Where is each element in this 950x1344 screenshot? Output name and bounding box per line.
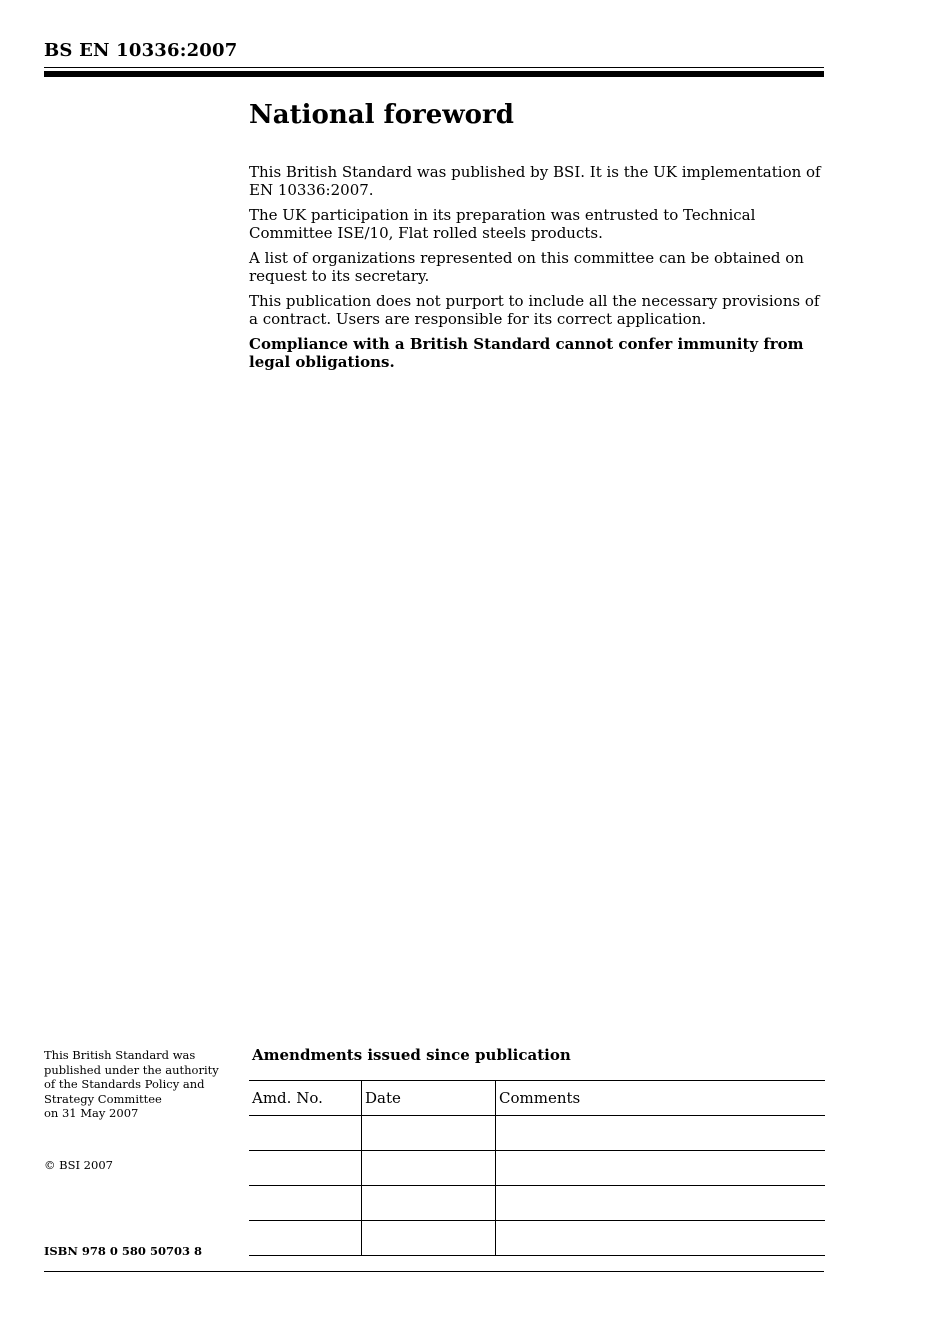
table-cell [362,1116,496,1151]
table-cell [496,1151,826,1186]
paragraph-organizations: A list of organizations represented on this committee can be obtained on request to its secretary. [249,249,804,285]
amendments-table [249,1080,825,1256]
table-cell [362,1186,496,1221]
isbn-number: ISBN 978 0 580 50703 8 [44,1244,202,1258]
column-header-comments: Comments [496,1081,826,1116]
table-cell [249,1151,362,1186]
document-code: BS EN 10336:2007 [44,40,238,61]
publication-authority-note [44,1048,234,1121]
table-cell [362,1221,496,1256]
table-row [249,1186,825,1221]
sidenote-line: on 31 May 2007 [44,1106,139,1120]
header-thick-rule [44,71,824,77]
table-cell [496,1221,826,1256]
table-row [249,1151,825,1186]
page-title: National foreword [249,100,514,130]
paragraph-committee: The UK participation in its preparation was entrusted to Technical Committee ISE/10, Flat rolled steels products. [249,206,756,242]
paragraph-provisions: This publication does not purport to include all the necessary provisions of a contract. Users are responsible for its correct application. [249,292,820,328]
table-cell [362,1151,496,1186]
table-cell [496,1186,826,1221]
foreword-body [249,164,829,379]
table-row [249,1221,825,1256]
column-header-amd-no: Amd. No. [249,1081,362,1116]
header-thin-rule [44,67,824,68]
copyright-notice: © BSI 2007 [44,1158,113,1172]
paragraph-compliance: Compliance with a British Standard cannot confer immunity from legal obligations. [249,335,804,371]
paragraph-publication: This British Standard was published by BSI. It is the UK implementation of EN 10336:2007. [249,163,821,199]
footer-rule [44,1271,824,1272]
sidenote-line: Strategy Committee [44,1091,162,1106]
table-cell [496,1116,826,1151]
sidenote-line: published under the authority [44,1062,219,1077]
amendments-heading: Amendments issued since publication [252,1046,571,1064]
table-cell [249,1221,362,1256]
table-header-row [249,1081,825,1116]
table-cell [249,1186,362,1221]
table-cell [249,1116,362,1151]
sidenote-line: This British Standard was [44,1048,196,1062]
table-row [249,1116,825,1151]
column-header-date: Date [362,1081,496,1116]
sidenote-line: of the Standards Policy and [44,1077,205,1091]
